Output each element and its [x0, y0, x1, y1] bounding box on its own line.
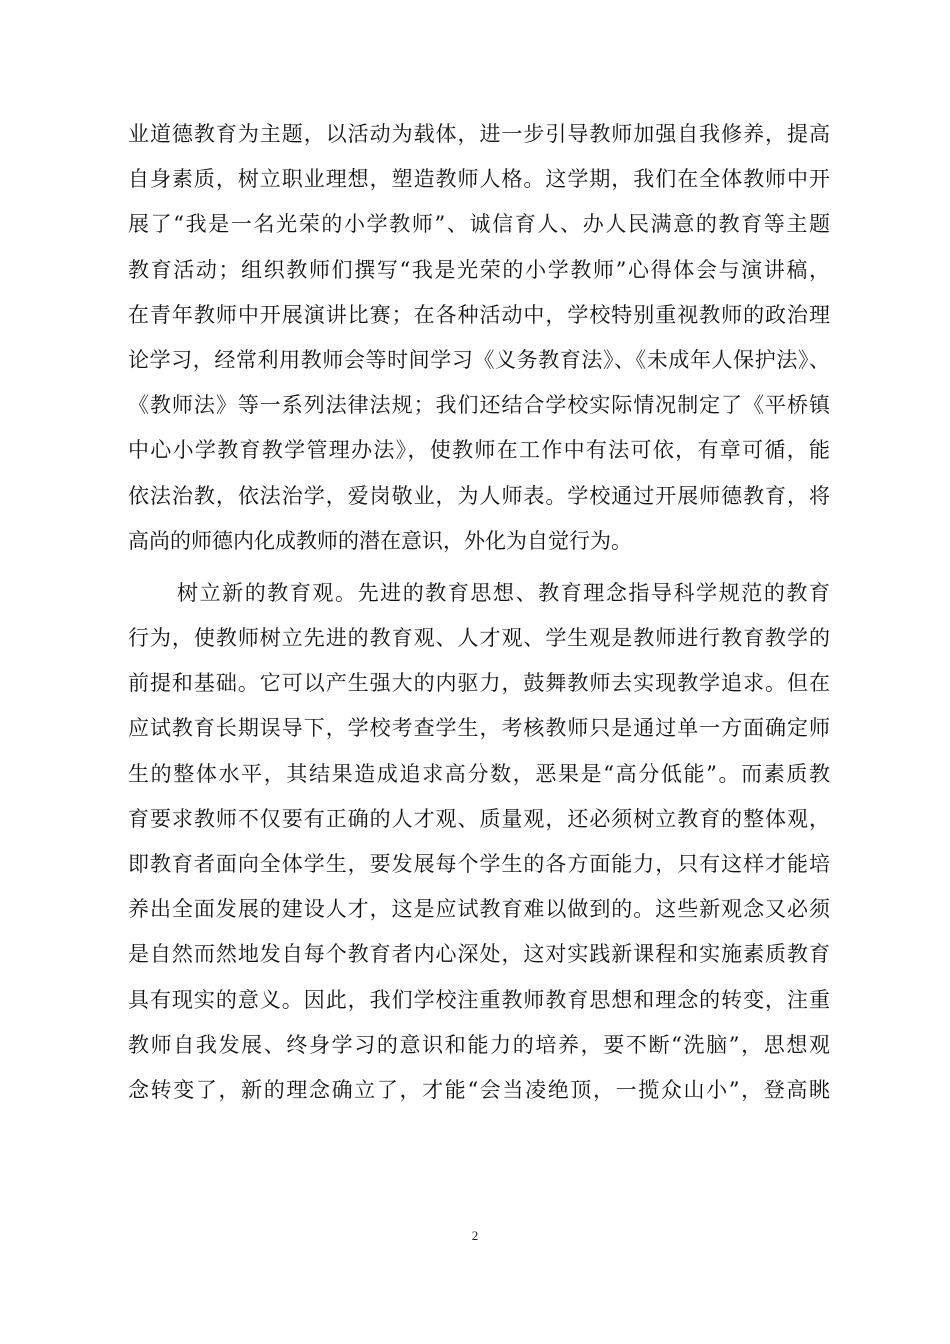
paragraph-2 — [128, 571, 830, 1113]
text-line: 《教师法》等一系列法律法规；我们还结合学校实际情况制定了《平桥镇 — [128, 393, 830, 418]
paragraph-1 — [128, 112, 830, 564]
text-line: 育要求教师不仅要有正确的人才观、质量观，还必须树立教育的整体观， — [128, 806, 830, 831]
text-line: 业道德教育为主题，以活动为载体，进一步引导教师加强自我修养，提高 — [128, 122, 830, 146]
text-line: 即教育者面向全体学生，要发展每个学生的各方面能力，只有这样才能培 — [128, 852, 830, 876]
text-line: 树立新的教育观。先进的教育思想、教育理念指导科学规范的教育 — [177, 580, 830, 605]
text-line: 中心小学教育教学管理办法》，使教师在工作中有法可依，有章可循，能 — [128, 438, 830, 463]
text-line: 展了“我是一名光荣的小学教师”、诚信育人、办人民满意的教育等主题 — [128, 212, 830, 237]
text-line: 前提和基础。它可以产生强大的内驱力，鼓舞教师去实现教学追求。但在 — [128, 671, 830, 696]
text-line: 行为，使教师树立先进的教育观、人才观、学生观是教师进行教育教学的 — [128, 626, 830, 651]
text-line: 教师自我发展、终身学习的意识和能力的培养，要不断“洗脑”，思想观 — [128, 1032, 830, 1057]
text-line: 高尚的师德内化成教师的潜在意识，外化为自觉行为。 — [128, 528, 632, 553]
text-line: 自身素质，树立职业理想，塑造教师人格。这学期，我们在全体教师中开 — [128, 167, 830, 192]
text-line: 是自然而然地发自每个教育者内心深处，这对实践新课程和实施素质教育 — [128, 942, 830, 967]
text-line: 论学习，经常利用教师会等时间学习《义务教育法》、《未成年人保护法》、 — [128, 347, 830, 372]
text-line: 养出全面发展的建设人才，这是应试教育难以做到的。这些新观念又必须 — [128, 897, 830, 922]
body-text — [128, 112, 830, 1113]
page-number: 2 — [471, 1228, 479, 1243]
text-line: 依法治教，依法治学，爱岗敬业，为人师表。学校通过开展师德教育，将 — [128, 483, 830, 508]
text-line: 念转变了，新的理念确立了，才能“会当凌绝顶，一揽众山小”，登高眺 — [128, 1077, 830, 1102]
text-line: 生的整体水平，其结果造成追求高分数，恶果是“高分低能”。而素质教 — [128, 761, 830, 786]
text-line: 教育活动；组织教师们撰写“我是光荣的小学教师”心得体会与演讲稿， — [128, 257, 830, 282]
text-line: 在青年教师中开展演讲比赛；在各种活动中，学校特别重视教师的政治理 — [128, 302, 830, 327]
paragraph-spacer — [128, 564, 830, 571]
text-line: 应试教育长期误导下，学校考查学生，考核教师只是通过单一方面确定师 — [128, 716, 830, 741]
text-line: 具有现实的意义。因此，我们学校注重教师教育思想和理念的转变，注重 — [128, 987, 830, 1012]
